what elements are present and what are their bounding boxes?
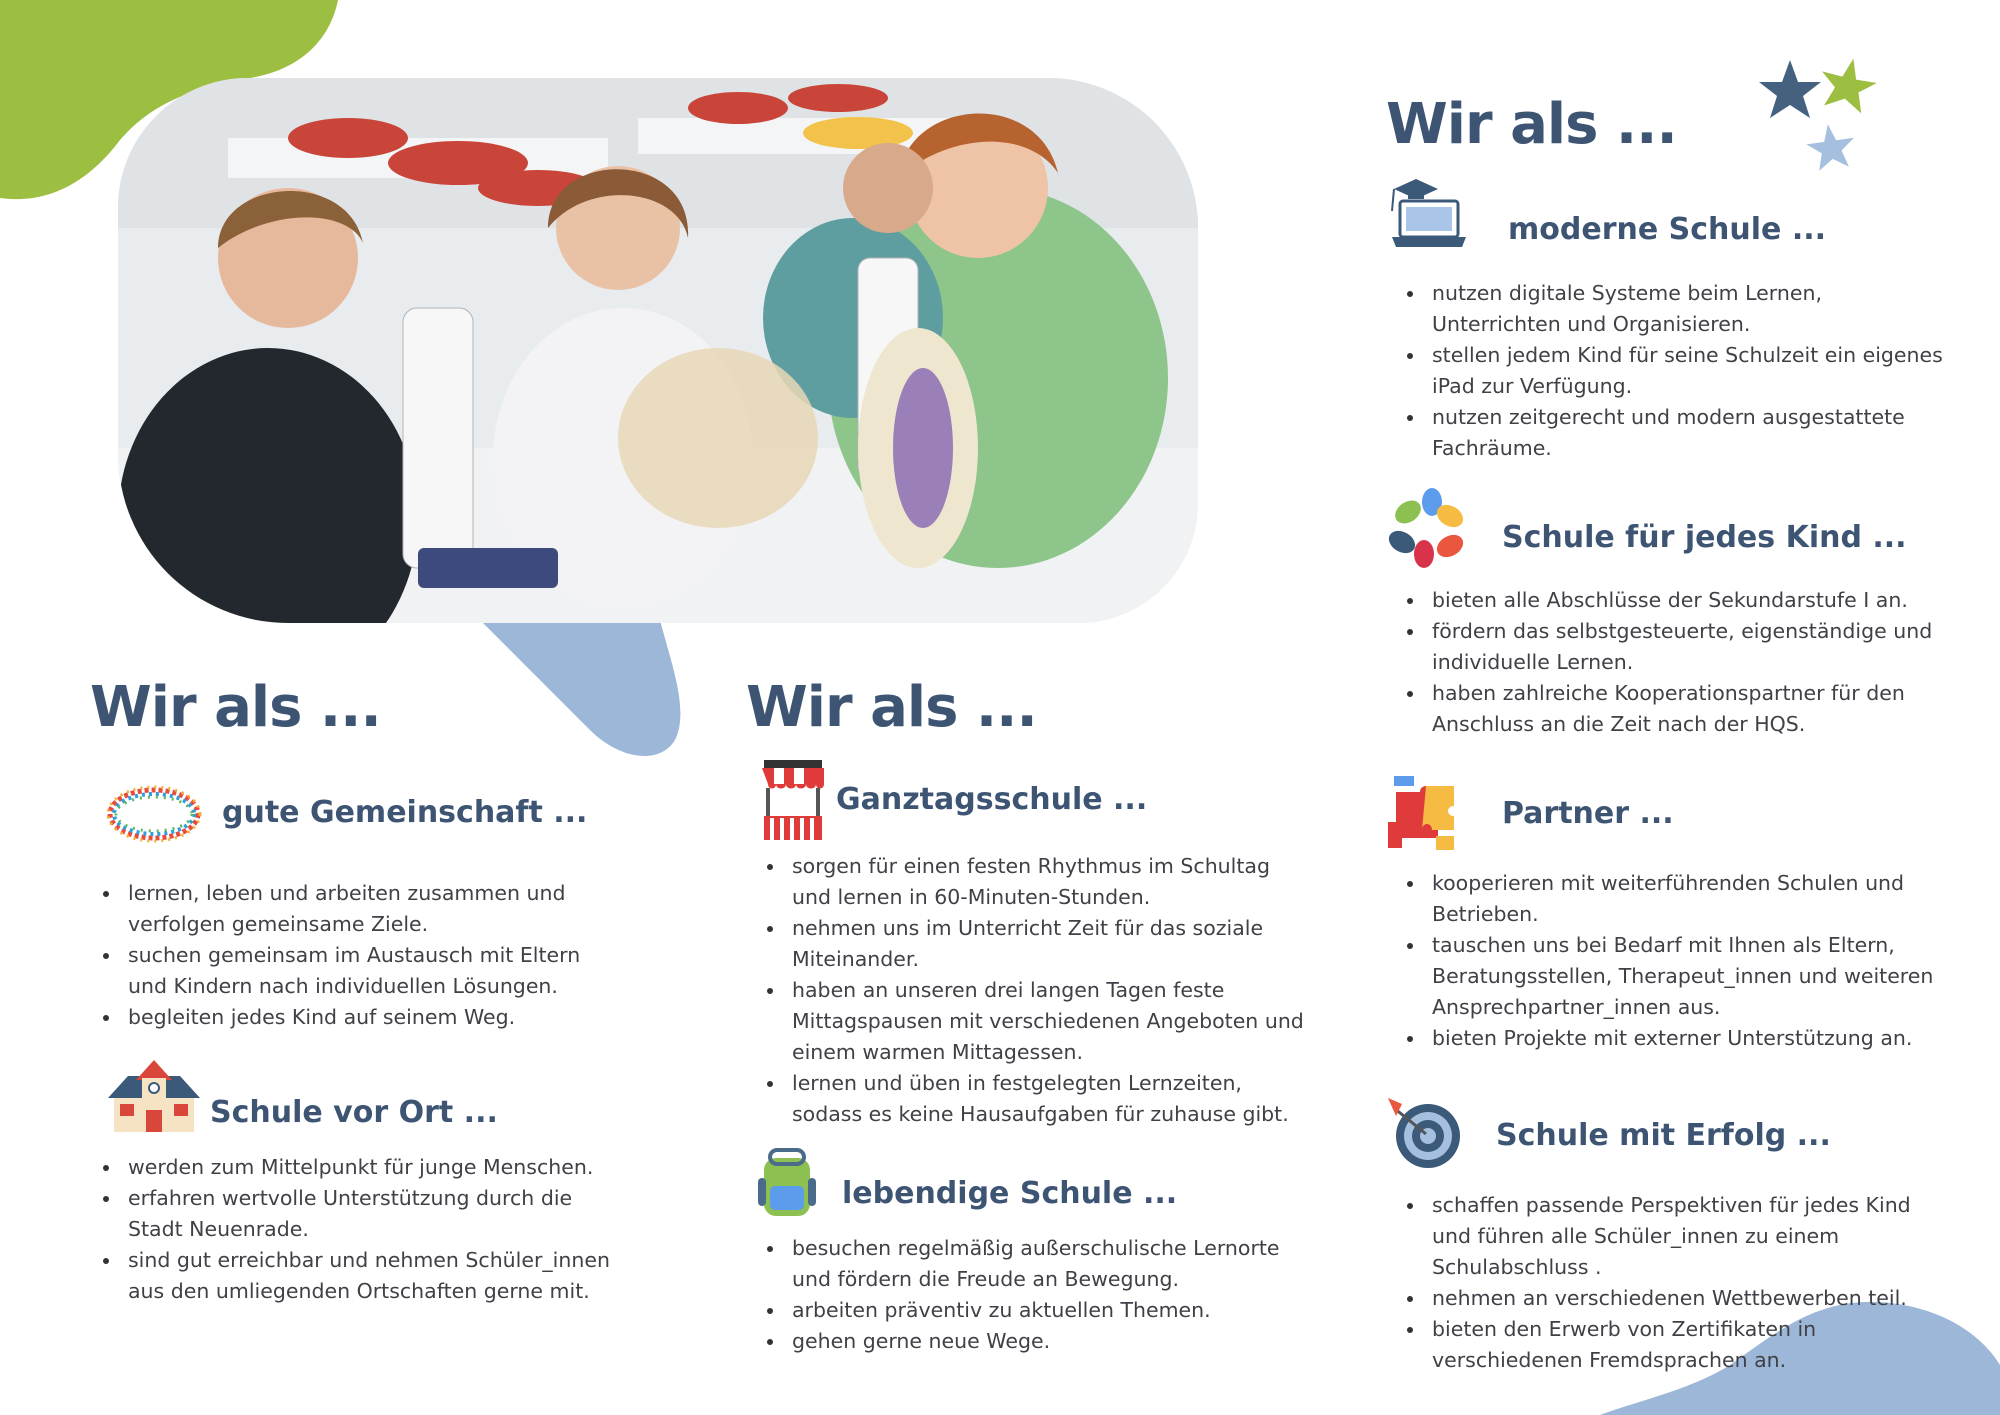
middle-column-heading: Wir als ...: [746, 675, 1037, 740]
section-title-schule-mit-erfolg: Schule mit Erfolg ...: [1496, 1118, 1831, 1153]
list-item: • haben an unseren drei langen Tagen feste Mittagspausen mit verschiedenen Angeboten und einem warmen Mittagessen.: [786, 975, 1306, 1068]
list-item: • sind gut erreichbar und nehmen Schüler_innen aus den umliegenden Ortschaften gerne mit.: [122, 1245, 632, 1307]
list-item: • lernen und üben in festgelegten Lernzeiten, sodass es keine Hausaufgaben für zuhause gibt.: [786, 1068, 1306, 1130]
list-item: • haben zahlreiche Kooperationspartner für den Anschluss an die Zeit nach der HQS.: [1426, 678, 1946, 740]
partner-list: [1398, 868, 1946, 1054]
market-stall-icon: [760, 758, 826, 842]
classroom-photo: [118, 78, 1198, 623]
section-title-ganztagsschule: Ganztagsschule ...: [836, 782, 1148, 817]
list-item: • nutzen digitale Systeme beim Lernen, Unterrichten und Organisieren.: [1426, 278, 1946, 340]
left-column-heading: Wir als ...: [90, 675, 381, 740]
lebendige-schule-list: [758, 1233, 1306, 1357]
section-title-schule-vor-ort: Schule vor Ort ...: [210, 1095, 498, 1130]
puzzle-hands-icon: [1386, 772, 1466, 852]
list-item: • nehmen an verschiedenen Wettbewerben teil.: [1426, 1283, 1946, 1314]
schule-mit-erfolg-list: [1398, 1190, 1946, 1376]
list-item: • tauschen uns bei Bedarf mit Ihnen als Eltern, Beratungsstellen, Therapeut_innen und weiteren Ansprechpartner_innen aus.: [1426, 930, 1946, 1023]
list-item: • lernen, leben und arbeiten zusammen und verfolgen gemeinsame Ziele.: [122, 878, 612, 940]
right-column-heading: Wir als ...: [1386, 92, 1677, 157]
list-item: • besuchen regelmäßig außerschulische Lernorte und fördern die Freude an Bewegung.: [786, 1233, 1306, 1295]
section-title-partner: Partner ...: [1502, 796, 1674, 831]
list-item: • bieten den Erwerb von Zertifikaten in verschiedenen Fremdsprachen an.: [1426, 1314, 1946, 1376]
moderne-schule-list: [1398, 278, 1946, 464]
list-item: • fördern das selbstgesteuerte, eigenständige und individuelle Lernen.: [1426, 616, 1946, 678]
list-item: • bieten alle Abschlüsse der Sekundarstufe I an.: [1426, 585, 1946, 616]
list-item: • arbeiten präventiv zu aktuellen Themen.: [786, 1295, 1306, 1326]
ganztagsschule-list: [758, 851, 1306, 1130]
circle-of-people-icon: [104, 778, 204, 850]
list-item: • begleiten jedes Kind auf seinem Weg.: [122, 1002, 612, 1033]
schule-vor-ort-list: [94, 1152, 632, 1307]
list-item: • gehen gerne neue Wege.: [786, 1326, 1306, 1357]
list-item: • sorgen für einen festen Rhythmus im Schultag und lernen in 60-Minuten-Stunden.: [786, 851, 1306, 913]
backpack-icon: [756, 1148, 818, 1220]
section-title-lebendige-schule: lebendige Schule ...: [842, 1176, 1178, 1211]
list-item: • nehmen uns im Unterricht Zeit für das soziale Miteinander.: [786, 913, 1306, 975]
light-blue-star-icon: [1804, 121, 1858, 172]
list-item: • nutzen zeitgerecht und modern ausgestattete Fachräume.: [1426, 402, 1946, 464]
gute-gemeinschaft-list: [94, 878, 612, 1033]
list-item: • schaffen passende Perspektiven für jedes Kind und führen alle Schüler_innen zu einem Schulabschluss .: [1426, 1190, 1946, 1283]
section-title-moderne-schule: moderne Schule ...: [1508, 212, 1827, 247]
list-item: • stellen jedem Kind für seine Schulzeit ein eigenes iPad zur Verfügung.: [1426, 340, 1946, 402]
dark-star-icon: [1759, 60, 1821, 118]
list-item: • bieten Projekte mit externer Unterstützung an.: [1426, 1023, 1946, 1054]
stars-decoration: [1755, 52, 1885, 182]
list-item: • werden zum Mittelpunkt für junge Menschen.: [122, 1152, 632, 1183]
colorful-hands-icon: [1384, 488, 1470, 572]
list-item: • erfahren wertvolle Unterstützung durch die Stadt Neuenrade.: [122, 1183, 632, 1245]
green-star-icon: [1815, 53, 1881, 116]
blue-speech-tail-blob: [470, 600, 690, 765]
target-dart-icon: [1384, 1096, 1466, 1172]
laptop-graduation-cap-icon: [1384, 175, 1468, 251]
list-item: • suchen gemeinsam im Austausch mit Eltern und Kindern nach individuellen Lösungen.: [122, 940, 612, 1002]
school-building-icon: [108, 1058, 200, 1134]
schule-fuer-jedes-kind-list: [1398, 585, 1946, 740]
section-title-schule-fuer-jedes-kind: Schule für jedes Kind ...: [1502, 520, 1907, 555]
list-item: • kooperieren mit weiterführenden Schulen und Betrieben.: [1426, 868, 1946, 930]
section-title-gute-gemeinschaft: gute Gemeinschaft ...: [222, 795, 588, 830]
